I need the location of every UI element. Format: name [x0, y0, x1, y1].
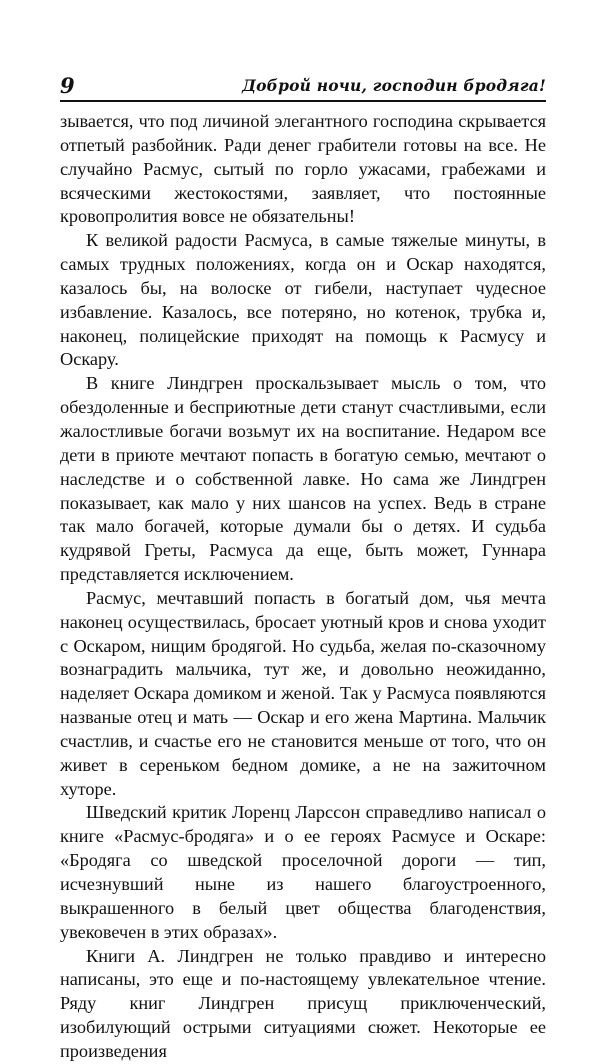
paragraph: К великой радости Расмуса, в самые тяжелые минуты, в самых трудных положениях, когда он и Оскар находятся, казалось бы, на волоске от гибели, наступает чудесное избавление. Казалось, все потеряно, но котенок, трубка и, наконец, полицейские приходят на помощь к Расмусу и Оскару.	[60, 230, 546, 370]
paragraph: В книге Линдгрен проскальзывает мысль о том, что обездоленные и бесприютные дети станут счастливыми, если жалостливые богачи возьмут их на воспитание. Недаром все дети в приюте мечтают попасть в богатую семью, мечтают о наследстве и о собственной лавке. Но сама же Линдгрен показывает, как мало у них шансов на успех. Ведь в стране так мало богачей, которые думали бы о детях. И судьба кудрявой Греты, Расмуса да еще, быть может, Гуннара представляется исключением.	[60, 373, 546, 585]
header-rule	[60, 100, 546, 102]
paragraph: Расмус, мечтавший попасть в богатый дом, чья мечта наконец осуществилась, бросает уютный кров и снова уходит с Оскаром, нищим бродягой. Но судьба, желая по-сказочному вознаградить мальчика, тут же, и довольно неожиданно, наделяет Оскара домиком и женой. Так у Расмуса появляются названые отец и мать — Оскар и его жена Мартина. Мальчик счастлив, и счастье его не становится меньше от того, что он живет в сереньком бедном домике, а не на зажиточном хуторе.	[60, 587, 546, 799]
paragraph: Книги А. Линдгрен не только правдиво и интересно написаны, это еще и по-настоящему увлекательное чтение. Ряду книг Линдгрен присущ приключенческий, изобилующий острыми ситуациями сюжет. Некоторые ее произведения	[60, 945, 546, 1061]
body-text	[60, 110, 546, 1064]
page-number: 9	[60, 73, 75, 98]
paragraph: зывается, что под личиной элегантного господина скрывается отпетый разбойник. Ради денег грабители готовы на все. Не случайно Расмус, сытый по горло ужасами, грабежами и всяческими жестокостями, заявляет, что постоянные кровопролития вовсе не обязательны!	[60, 111, 546, 227]
page-header	[60, 74, 546, 100]
running-title: Доброй ночи, господин бродяга!	[242, 76, 546, 95]
paragraph: Шведский критик Лоренц Ларссон справедливо написал о книге «Расмус-бродяга» и о ее героях Расмусе и Оскаре: «Бродяга со шведской проселочной дороги — тип, исчезнувший ныне из нашего благоустроенного, выкрашенного в белый цвет общества благоденствия, увековечен в этих образах».	[60, 802, 546, 942]
